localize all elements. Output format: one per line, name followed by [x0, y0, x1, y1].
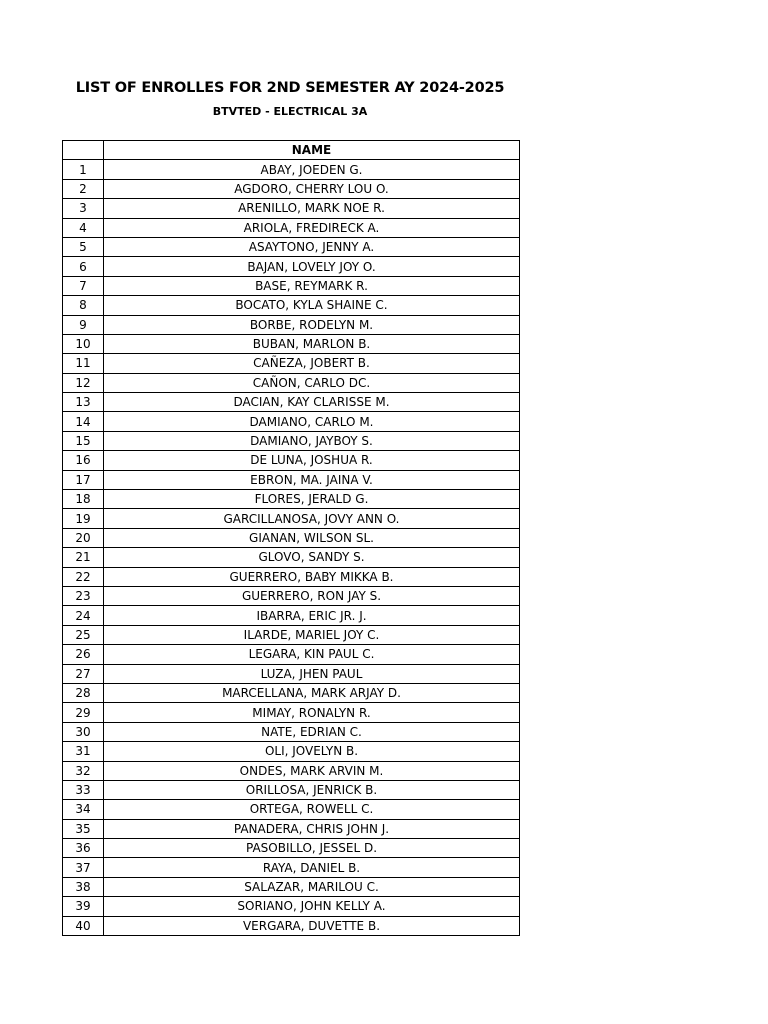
row-number: 26 [63, 645, 104, 664]
table-row [63, 645, 520, 664]
table-row [63, 548, 520, 567]
enrollee-name: ARIOLA, FREDIRECK A. [104, 218, 520, 237]
enrollee-table [62, 140, 520, 936]
enrollee-name: BUBAN, MARLON B. [104, 334, 520, 353]
row-number: 7 [63, 276, 104, 295]
table-row [63, 664, 520, 683]
table-row [63, 393, 520, 412]
table-row [63, 315, 520, 334]
row-number: 24 [63, 606, 104, 625]
table-row [63, 431, 520, 450]
enrollee-name: GUERRERO, BABY MIKKA B. [104, 567, 520, 586]
enrollee-name: ORILLOSA, JENRICK B. [104, 780, 520, 799]
table-row [63, 257, 520, 276]
table-row [63, 742, 520, 761]
enrollee-name: ASAYTONO, JENNY A. [104, 237, 520, 256]
table-header-row [63, 141, 520, 160]
enrollee-name: GIANAN, WILSON SL. [104, 528, 520, 547]
enrollee-name: GLOVO, SANDY S. [104, 548, 520, 567]
table-row [63, 373, 520, 392]
enrollee-name: BOCATO, KYLA SHAINE C. [104, 296, 520, 315]
enrollee-name: RAYA, DANIEL B. [104, 858, 520, 877]
enrollee-name: VERGARA, DUVETTE B. [104, 916, 520, 935]
row-number: 11 [63, 354, 104, 373]
row-number: 8 [63, 296, 104, 315]
column-header-name: NAME [104, 141, 520, 160]
row-number: 25 [63, 625, 104, 644]
enrollee-name: ORTEGA, ROWELL C. [104, 800, 520, 819]
row-number: 4 [63, 218, 104, 237]
row-number: 29 [63, 703, 104, 722]
enrollee-name: LEGARA, KIN PAUL C. [104, 645, 520, 664]
enrollee-name: ARENILLO, MARK NOE R. [104, 199, 520, 218]
row-number: 5 [63, 237, 104, 256]
enrollee-name: PASOBILLO, JESSEL D. [104, 839, 520, 858]
table-row [63, 218, 520, 237]
table-row [63, 761, 520, 780]
enrollee-name: SORIANO, JOHN KELLY A. [104, 897, 520, 916]
table-row [63, 916, 520, 935]
table-row [63, 606, 520, 625]
row-number: 17 [63, 470, 104, 489]
table-row [63, 897, 520, 916]
row-number: 27 [63, 664, 104, 683]
row-number: 9 [63, 315, 104, 334]
row-number: 14 [63, 412, 104, 431]
enrollee-name: DACIAN, KAY CLARISSE M. [104, 393, 520, 412]
column-header-number [63, 141, 104, 160]
table-row [63, 179, 520, 198]
enrollee-name: NATE, EDRIAN C. [104, 722, 520, 741]
table-row [63, 160, 520, 179]
enrollee-name: DAMIANO, CARLO M. [104, 412, 520, 431]
table-row [63, 586, 520, 605]
row-number: 37 [63, 858, 104, 877]
row-number: 12 [63, 373, 104, 392]
row-number: 18 [63, 490, 104, 509]
document-title: LIST OF ENROLLES FOR 2ND SEMESTER AY 2024-2025 [75, 80, 505, 96]
row-number: 1 [63, 160, 104, 179]
table-row [63, 703, 520, 722]
table-row [63, 296, 520, 315]
table-row [63, 470, 520, 489]
row-number: 19 [63, 509, 104, 528]
document-subtitle: BTVTED - ELECTRICAL 3A [212, 105, 368, 118]
enrollee-name: OLI, JOVELYN B. [104, 742, 520, 761]
row-number: 31 [63, 742, 104, 761]
table-row [63, 683, 520, 702]
table-row [63, 199, 520, 218]
row-number: 22 [63, 567, 104, 586]
table-row [63, 490, 520, 509]
row-number: 38 [63, 877, 104, 896]
enrollee-name: BAJAN, LOVELY JOY O. [104, 257, 520, 276]
enrollee-name: BORBE, RODELYN M. [104, 315, 520, 334]
row-number: 33 [63, 780, 104, 799]
enrollee-name: CAÑON, CARLO DC. [104, 373, 520, 392]
row-number: 40 [63, 916, 104, 935]
table-body [63, 160, 520, 936]
row-number: 39 [63, 897, 104, 916]
row-number: 20 [63, 528, 104, 547]
enrollee-name: SALAZAR, MARILOU C. [104, 877, 520, 896]
row-number: 35 [63, 819, 104, 838]
table-row [63, 819, 520, 838]
table-row [63, 412, 520, 431]
enrollee-name: LUZA, JHEN PAUL [104, 664, 520, 683]
enrollee-name: PANADERA, CHRIS JOHN J. [104, 819, 520, 838]
table-row [63, 237, 520, 256]
table-row [63, 625, 520, 644]
enrollee-name: ABAY, JOEDEN G. [104, 160, 520, 179]
enrollee-name: ILARDE, MARIEL JOY C. [104, 625, 520, 644]
row-number: 2 [63, 179, 104, 198]
table-row [63, 858, 520, 877]
enrollee-name: FLORES, JERALD G. [104, 490, 520, 509]
row-number: 3 [63, 199, 104, 218]
table-row [63, 528, 520, 547]
enrollee-name: AGDORO, CHERRY LOU O. [104, 179, 520, 198]
row-number: 13 [63, 393, 104, 412]
table-row [63, 839, 520, 858]
row-number: 36 [63, 839, 104, 858]
enrollee-name: GARCILLANOSA, JOVY ANN O. [104, 509, 520, 528]
table-row [63, 722, 520, 741]
row-number: 30 [63, 722, 104, 741]
table-row [63, 451, 520, 470]
row-number: 15 [63, 431, 104, 450]
table-row [63, 334, 520, 353]
enrollee-name: EBRON, MA. JAINA V. [104, 470, 520, 489]
enrollee-name: MIMAY, RONALYN R. [104, 703, 520, 722]
table-row [63, 354, 520, 373]
row-number: 21 [63, 548, 104, 567]
table-row [63, 780, 520, 799]
row-number: 6 [63, 257, 104, 276]
row-number: 16 [63, 451, 104, 470]
enrollee-name: DAMIANO, JAYBOY S. [104, 431, 520, 450]
enrollee-name: MARCELLANA, MARK ARJAY D. [104, 683, 520, 702]
table-row [63, 276, 520, 295]
table-row [63, 509, 520, 528]
row-number: 10 [63, 334, 104, 353]
enrollee-name: GUERRERO, RON JAY S. [104, 586, 520, 605]
table-row [63, 800, 520, 819]
enrollee-name: IBARRA, ERIC JR. J. [104, 606, 520, 625]
row-number: 23 [63, 586, 104, 605]
enrollee-name: DE LUNA, JOSHUA R. [104, 451, 520, 470]
enrollee-name: BASE, REYMARK R. [104, 276, 520, 295]
row-number: 28 [63, 683, 104, 702]
enrollee-name: ONDES, MARK ARVIN M. [104, 761, 520, 780]
row-number: 34 [63, 800, 104, 819]
row-number: 32 [63, 761, 104, 780]
table-row [63, 567, 520, 586]
enrollee-name: CAÑEZA, JOBERT B. [104, 354, 520, 373]
table-row [63, 877, 520, 896]
